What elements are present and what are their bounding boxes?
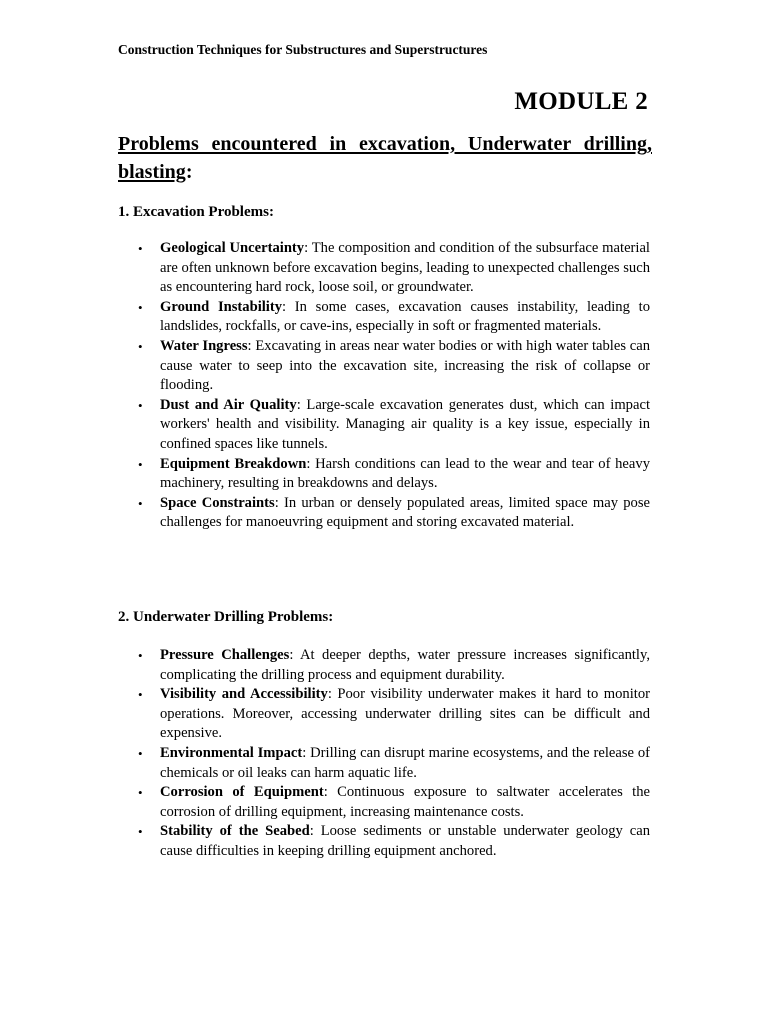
- running-header: Construction Techniques for Substructures and Superstructures: [118, 42, 488, 57]
- bullet-icon: •: [138, 745, 143, 761]
- item-text: : Large-scale excavation generates dust, which can impact workers' health and visibility. Managing air quality is a key issue, especially in confined spaces like tunnels.: [160, 396, 650, 452]
- bullet-icon: •: [138, 338, 143, 354]
- bullet-icon: •: [138, 397, 143, 413]
- item-term: Visibility and Accessibility: [160, 686, 328, 703]
- section-heading-excavation: 1. Excavation Problems:: [118, 204, 274, 220]
- main-heading-text: Problems encountered in excavation, Underwater drilling, blasting: [118, 133, 652, 183]
- list-item: [138, 744, 650, 783]
- list-item: [138, 396, 650, 455]
- bullet-icon: •: [138, 785, 143, 801]
- main-heading-colon: :: [185, 161, 193, 183]
- item-text: : Poor visibility underwater makes it hard to monitor operations. Moreover, accessing underwater drilling sites can be difficult and expensive.: [160, 686, 650, 742]
- bullet-icon: •: [138, 495, 143, 511]
- item-term: Geological Uncertainty: [160, 240, 305, 256]
- item-term: Corrosion of Equipment: [160, 784, 324, 801]
- list-item: [138, 455, 650, 494]
- item-text: : Harsh conditions can lead to the wear and tear of heavy machinery, resulting in breakdowns and delays.: [160, 455, 650, 492]
- list-item: [138, 298, 650, 337]
- bullet-icon: •: [138, 687, 143, 703]
- list-item: [138, 337, 650, 396]
- main-heading: [118, 130, 652, 186]
- item-text: : Drilling can disrupt marine ecosystems, and the release of chemicals or oil leaks can harm aquatic life.: [160, 744, 650, 781]
- list-item: [138, 494, 650, 533]
- list-item: [138, 239, 650, 298]
- item-text: : In some cases, excavation causes instability, leading to landslides, rockfalls, or cave-ins, especially in soft or fragmented materials.: [160, 298, 650, 335]
- item-term: Space Constraints: [160, 494, 275, 511]
- list-item: [138, 783, 650, 822]
- list-item: [138, 646, 650, 685]
- bullet-icon: •: [138, 648, 143, 663]
- module-title: MODULE 2: [514, 88, 648, 115]
- item-text: : In urban or densely populated areas, limited space may pose challenges for manoeuvring equipment and storing excavated material.: [160, 494, 650, 531]
- underwater-drilling-problems-list: [138, 646, 650, 862]
- item-term: Stability of the Seabed: [160, 823, 310, 840]
- item-term: Water Ingress: [160, 337, 248, 354]
- bullet-icon: •: [138, 299, 143, 315]
- item-term: Pressure Challenges: [160, 647, 290, 663]
- item-text: : At deeper depths, water pressure increases significantly, complicating the drilling process and equipment durability.: [160, 647, 650, 683]
- bullet-icon: •: [138, 456, 143, 472]
- bullet-icon: •: [138, 241, 143, 256]
- bullet-icon: •: [138, 824, 143, 840]
- list-item: [138, 685, 650, 744]
- item-term: Equipment Breakdown: [160, 455, 307, 472]
- item-text: : Continuous exposure to saltwater accelerates the corrosion of drilling equipment, increasing maintenance costs.: [160, 784, 650, 820]
- list-item: [138, 822, 650, 861]
- section-heading-underwater-drilling: 2. Underwater Drilling Problems:: [118, 609, 334, 625]
- item-text: : Loose sediments or unstable underwater geology can cause difficulties in keeping drilling equipment anchored.: [160, 823, 650, 859]
- item-text: : Excavating in areas near water bodies or with high water tables can cause water to seep into the excavation site, increasing the risk of collapse or flooding.: [160, 337, 651, 394]
- excavation-problems-list: [138, 239, 650, 533]
- item-term: Ground Instability: [160, 298, 283, 315]
- item-text: : The composition and condition of the subsurface material are often unknown before excavation begins, leading to unexpected challenges such as encountering hard rock, loose soil, or groundwater.: [160, 240, 650, 296]
- item-term: Dust and Air Quality: [160, 396, 297, 413]
- item-term: Environmental Impact: [160, 744, 303, 761]
